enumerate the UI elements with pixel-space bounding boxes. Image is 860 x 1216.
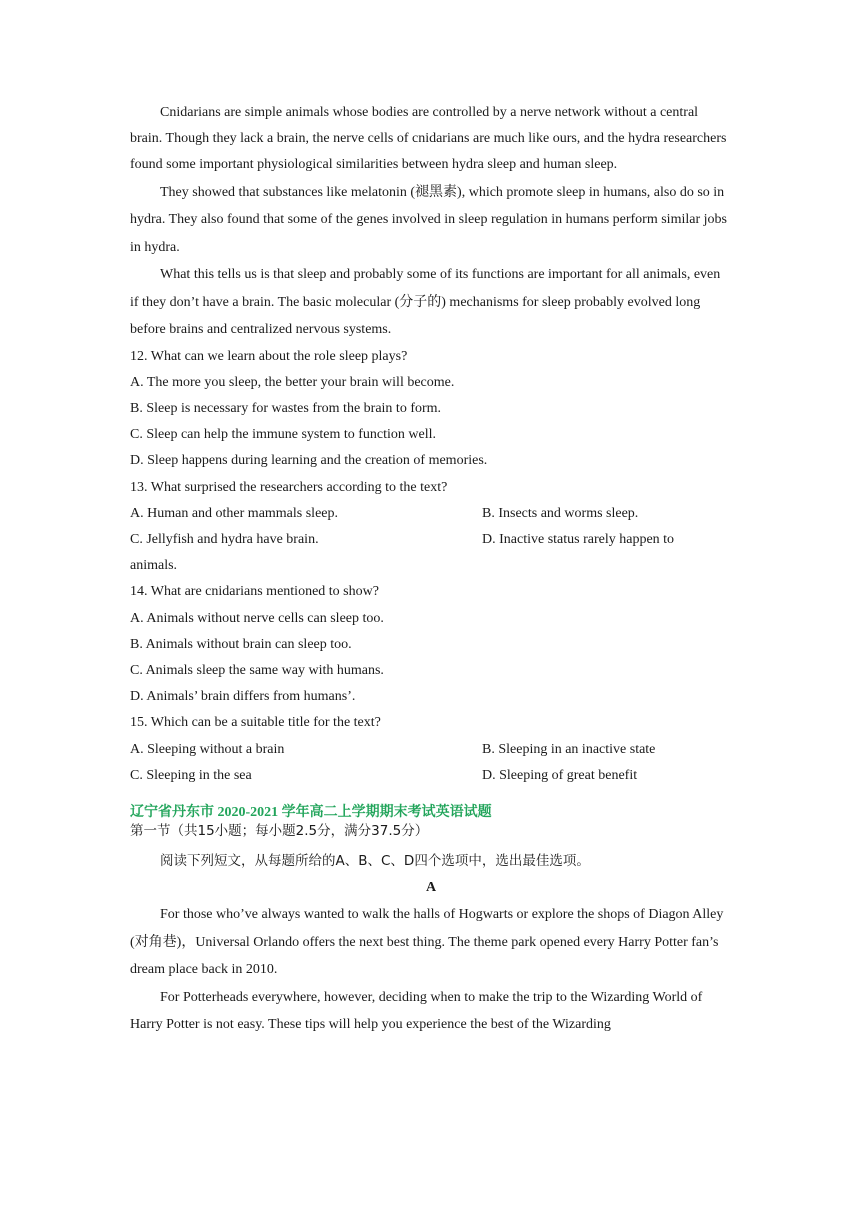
question-13 [130, 475, 732, 580]
option-d-continuation: animals. [130, 558, 178, 574]
option-a: A. Human and other mammals sleep. [130, 505, 339, 521]
option-b: B. Sleep is necessary for wastes from the brain to form. [130, 401, 442, 417]
option-row [130, 527, 732, 553]
option-a: A. Sleeping without a brain [130, 741, 285, 757]
option-row [130, 501, 732, 527]
passage-a-paragraph-1: For those who’ve always wanted to walk the halls of Hogwarts or explore the shops of Diagon Alley (对角巷)，Universal Orlando offers the next best thing. The theme park opened every Harry Potter fan’s dream place back in 2010. [130, 907, 724, 978]
document-page [130, 100, 732, 1039]
option-d: D. Sleep happens during learning and the creation of memories. [130, 453, 488, 469]
reading-instruction: 阅读下列短文，从每题所给的A、B、C、D四个选项中，选出最佳选项。 [160, 853, 590, 870]
exam-section-title: 辽宁省丹东市 2020-2021 学年高二上学期期末考试英语试题 [130, 805, 492, 821]
question-12 [130, 344, 732, 475]
option-a: A. The more you sleep, the better your brain will become. [130, 374, 455, 390]
question-stem: 12. What can we learn about the role sleep plays? [130, 348, 408, 364]
passage-paragraph-1: Cnidarians are simple animals whose bodies are controlled by a nerve network without a central brain. Though they lack a brain, the nerve cells of cnidarians are much like ours, and the hydra researchers found some important physiological similarities between hydra sleep and human sleep. [130, 105, 727, 173]
option-c: C. Sleeping in the sea [130, 767, 252, 783]
question-stem: 15. Which can be a suitable title for the text? [130, 715, 381, 731]
passage-a-paragraph-2: For Potterheads everywhere, however, deciding when to make the trip to the Wizarding World of Harry Potter is not easy. These tips will help you experience the best of the Wizarding [130, 989, 703, 1033]
option-c: C. Jellyfish and hydra have brain. [130, 532, 319, 548]
question-stem: 13. What surprised the researchers according to the text? [130, 479, 448, 495]
passage-paragraph-3: What this tells us is that sleep and probably some of its functions are important for all animals, even if they don’t have a brain. The basic molecular (分子的) mechanisms for sleep probably evolved long before brains and centralized nervous systems. [130, 267, 721, 338]
option-d: D. Sleeping of great benefit [482, 767, 638, 783]
exam-section-note: 第一节（共15小题；每小题2.5分，满分37.5分） [130, 823, 429, 840]
option-a: A. Animals without nerve cells can sleep too. [130, 610, 384, 626]
option-c: C. Animals sleep the same way with humans. [130, 663, 384, 679]
option-c: C. Sleep can help the immune system to function well. [130, 427, 436, 443]
question-stem: 14. What are cnidarians mentioned to show? [130, 584, 379, 600]
option-d: D. Inactive status rarely happen to [482, 532, 675, 548]
option-b: B. Animals without brain can sleep too. [130, 636, 352, 652]
option-row [130, 763, 732, 789]
passage-paragraph-2: They showed that substances like melatonin (褪黑素), which promote sleep in humans, also do so in hydra. They also found that some of the genes involved in sleep regulation in humans perform similar jobs in hydra. [130, 184, 727, 255]
option-d: D. Animals’ brain differs from humans’. [130, 689, 356, 705]
question-15 [130, 710, 732, 789]
option-b: B. Insects and worms sleep. [482, 505, 639, 521]
option-row [130, 737, 732, 763]
option-b: B. Sleeping in an inactive state [482, 741, 656, 757]
passage-heading: A [425, 880, 437, 896]
question-14 [130, 579, 732, 710]
